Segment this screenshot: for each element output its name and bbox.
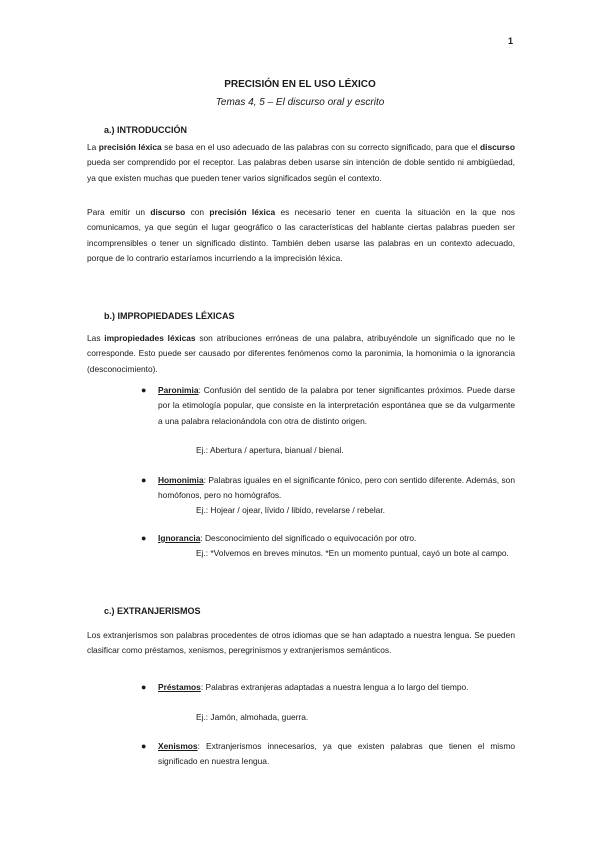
- bullet-paronimia: Paronimia: Confusión del sentido de la palabra por tener significantes próximos. Puede darse por la etimología popular, que consiste en la interpretación espontánea que se da vulgarmente a una palabra relacionándola con otra de distinto origen.: [158, 385, 515, 426]
- bullet-prestamos: Préstamos: Palabras extranjeras adaptadas a nuestra lengua a lo largo del tiempo.: [158, 682, 469, 692]
- bullet-homonimia: Homonimia: Palabras iguales en el significante fónico, pero con sentido diferente. Además, son homófonos, pero no homógrafos.: [158, 475, 515, 501]
- extranjerismos-intro: Los extranjerismos son palabras procedentes de otros idiomas que se han adaptado a nuestra lengua. Se pueden clasificar como préstamos, xenismos, peregrinismos y extranjerismos semánticos.: [87, 630, 515, 656]
- page-number: 1: [508, 36, 514, 46]
- section-a-heading: a.) INTRODUCCIÓN: [104, 125, 187, 135]
- bullet-icon: ●: [141, 533, 147, 543]
- impropiedades-intro: Las impropiedades léxicas son atribuciones erróneas de una palabra, atribuyéndole un significado que no le corresponde. Esto puede ser causado por diferentes fenómenos como la paronimia, la homonimia o la ignorancia (desconocimiento).: [87, 333, 515, 374]
- example-homonimia: Ej.: Hojear / ojear, lívido / libido, revelarse / rebelar.: [196, 505, 385, 515]
- example-paronimia: Ej.: Abertura / apertura, bianual / bienal.: [196, 445, 344, 455]
- document-title: PRECISIÓN EN EL USO LÉXICO: [224, 79, 376, 90]
- bullet-icon: ●: [141, 385, 147, 395]
- section-c-heading: c.) EXTRANJERISMOS: [104, 606, 201, 616]
- bullet-icon: ●: [141, 741, 147, 751]
- document-subtitle: Temas 4, 5 – El discurso oral y escrito: [215, 97, 385, 108]
- example-ignorancia: Ej.: *Volvemos en breves minutos. *En un momento puntual, cayó un bote al campo.: [196, 548, 509, 558]
- intro-paragraph-1: La precisión léxica se basa en el uso adecuado de las palabras con su correcto significado, para que el discurso pueda ser comprendido por el receptor. Las palabras deben usarse sin intención de doble sentido ni ambigüedad, ya que existen muchas que pueden tener varios significados según el contexto.: [87, 142, 515, 183]
- example-prestamos: Ej.: Jamón, almohada, guerra.: [196, 712, 309, 722]
- bullet-xenismos: Xenismos: Extranjerismos innecesarios, ya que existen palabras que tienen el mismo significado en nuestra lengua.: [158, 741, 515, 767]
- bullet-icon: ●: [141, 475, 147, 485]
- bullet-icon: ●: [141, 682, 147, 692]
- intro-paragraph-2: Para emitir un discurso con precisión léxica es necesario tener en cuenta la situación en la que nos comunicamos, ya que según el lugar geográfico o las características del hablante ciertas palabras pueden ser incomprensibles o tener un significado distinto. También deben usarse las palabras en un contexto adecuado, porque de lo contrario estaríamos incurriendo a la imprecisión léxica.: [87, 207, 515, 264]
- bullet-ignorancia: Ignorancia: Desconocimiento del significado o equivocación por otro.: [158, 533, 417, 543]
- section-b-heading: b.) IMPROPIEDADES LÉXICAS: [104, 311, 235, 321]
